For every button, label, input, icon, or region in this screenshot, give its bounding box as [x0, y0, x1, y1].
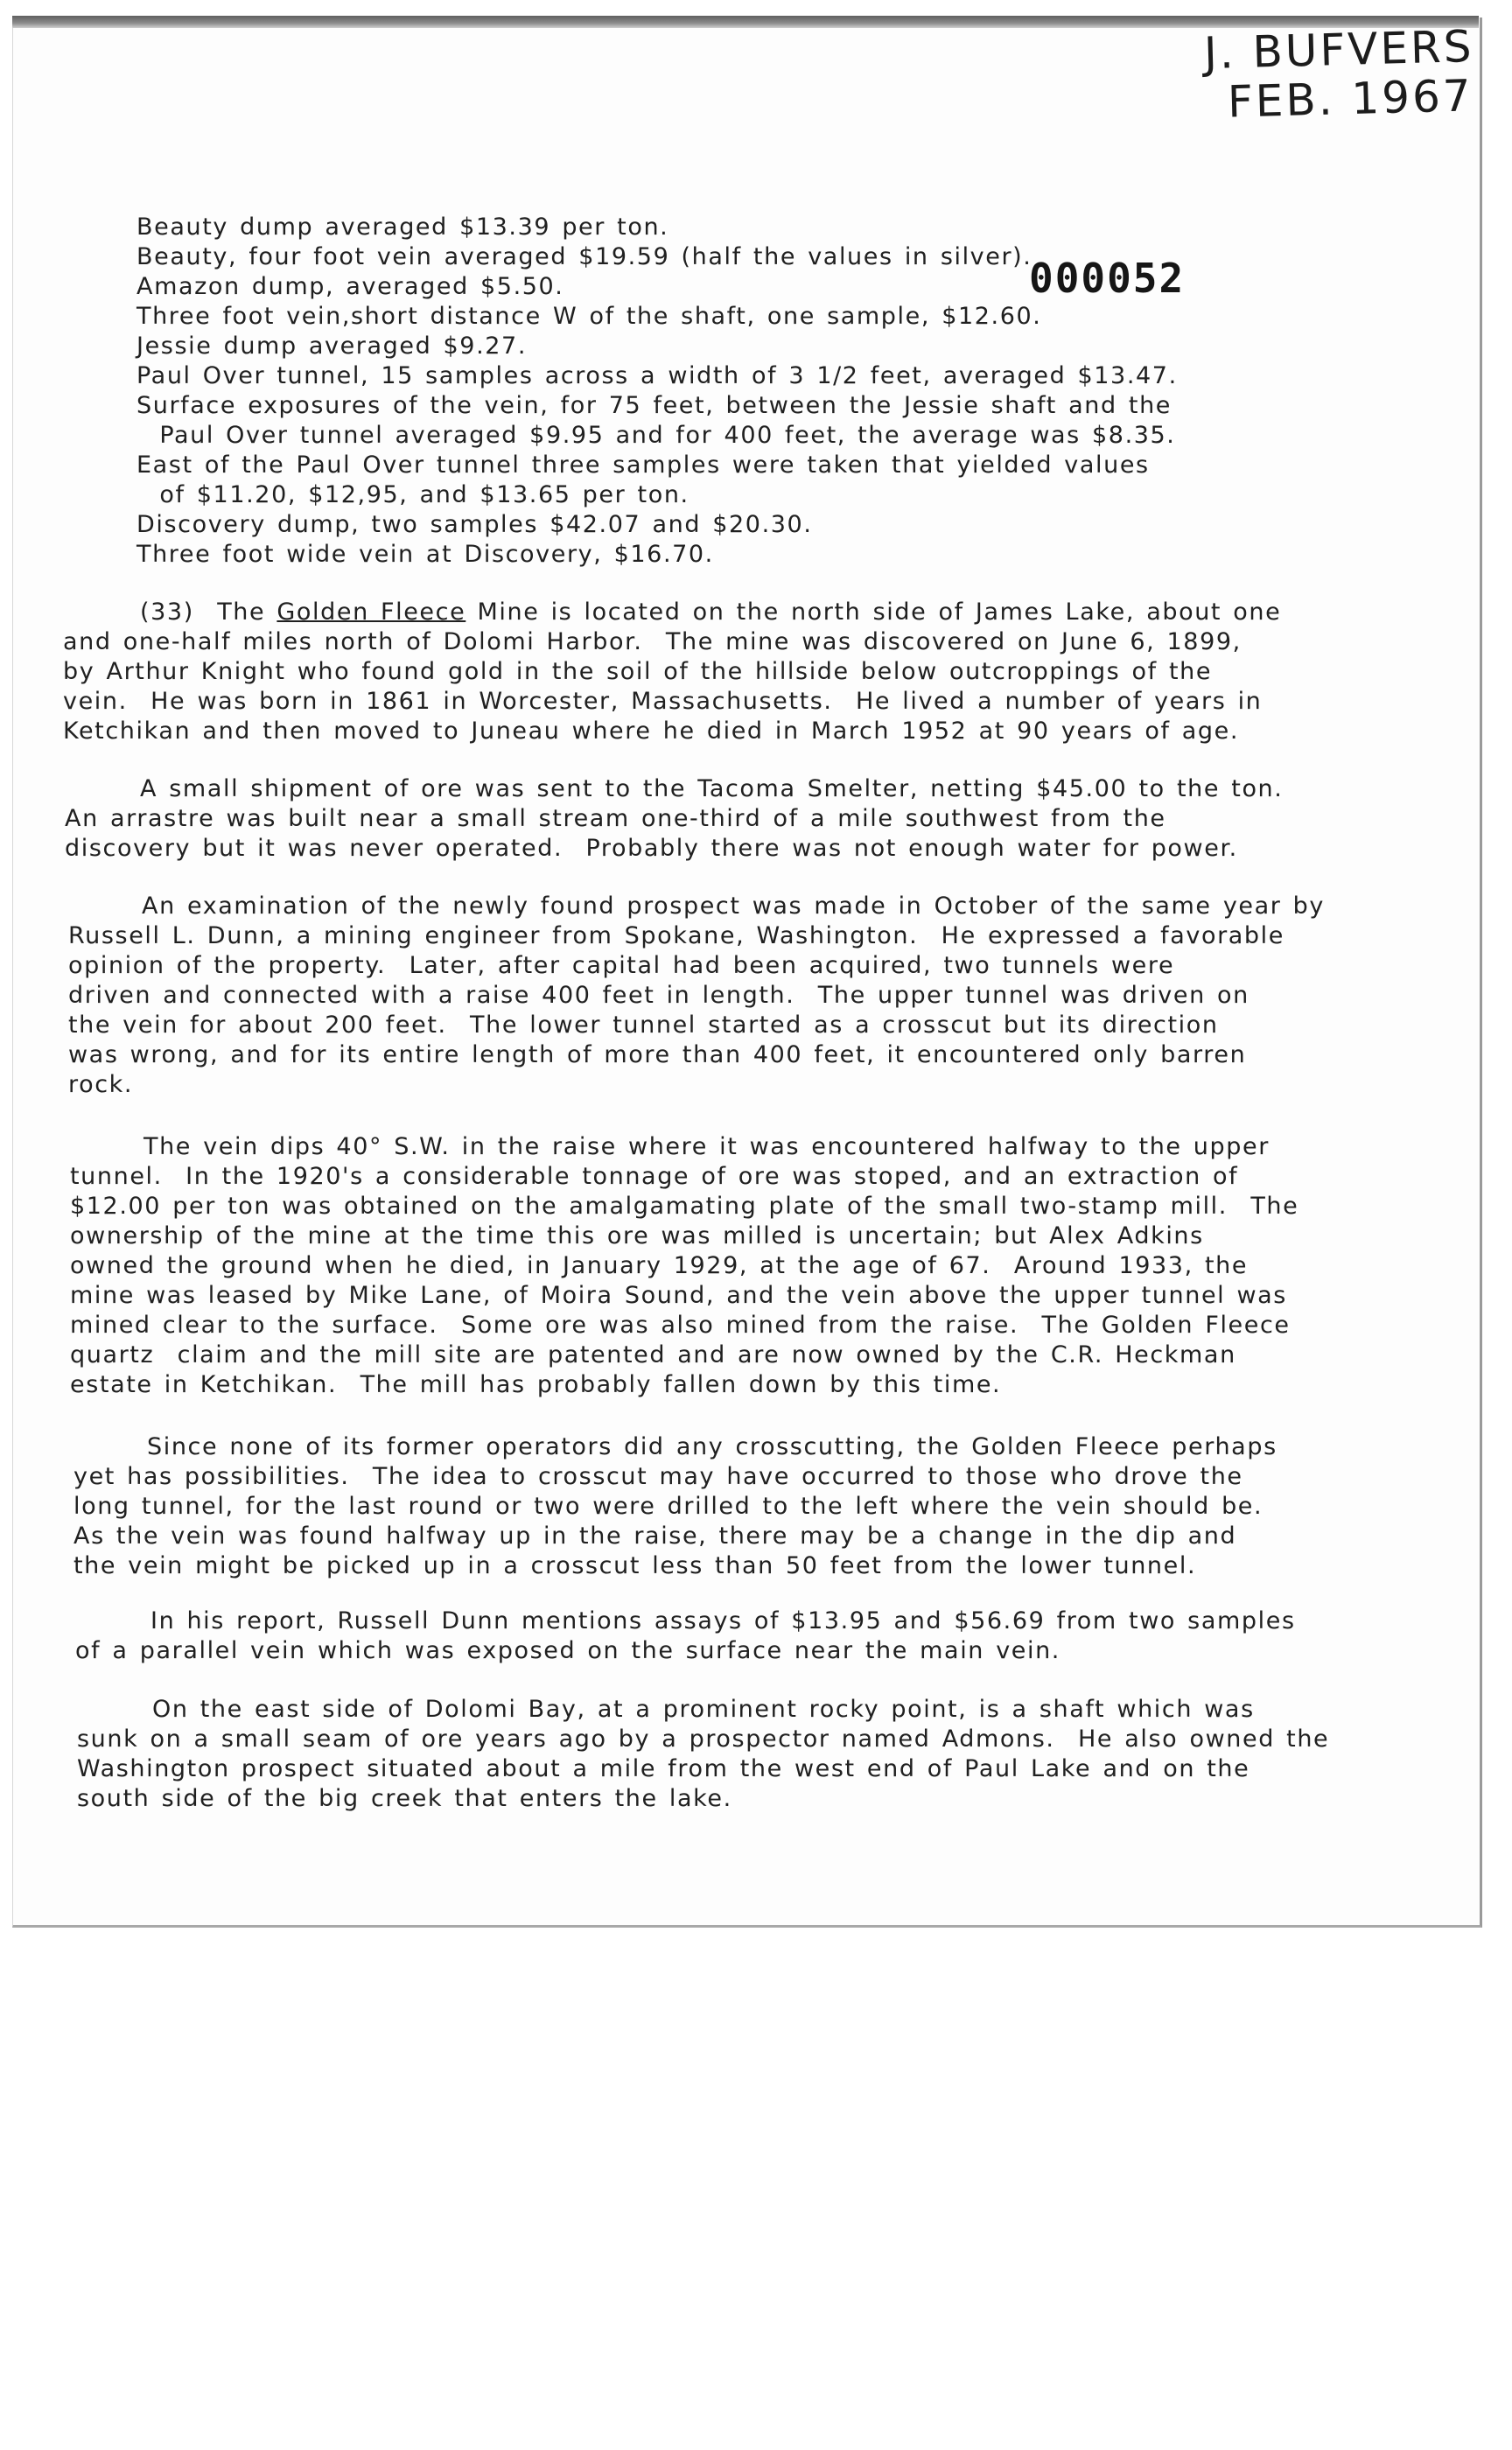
paragraph-text: Mine is located on the north side of James Lake, about one [466, 598, 1282, 626]
paragraph-line: rock. [68, 1071, 134, 1098]
paragraph-line: The vein dips 40° S.W. in the raise where it was encountered halfway to the upper [144, 1133, 1270, 1160]
paragraph-line: As the vein was found halfway up in the raise, there may be a change in the dip and [74, 1522, 1237, 1550]
paragraph-line: An examination of the newly found prospect was made in October of the same year by [142, 892, 1325, 920]
paragraph-line: ownership of the mine at the time this ore was milled is uncertain; but Alex Adkins [70, 1222, 1204, 1250]
paragraph-line: the vein might be picked up in a crosscut less than 50 feet from the lower tunnel. [74, 1552, 1197, 1579]
handwritten-author: J. BUFVERS [1202, 20, 1474, 80]
paragraph-line: On the east side of Dolomi Bay, at a prominent rocky point, is a shaft which was [152, 1696, 1255, 1723]
paragraph-line: driven and connected with a raise 400 feet in length. The upper tunnel was driven on [68, 982, 1250, 1009]
paragraph-line: mined clear to the surface. Some ore was also mined from the raise. The Golden Fleece [70, 1312, 1291, 1339]
paragraph-33-first-line [140, 598, 1281, 627]
assay-line: Surface exposures of the vein, for 75 feet, between the Jessie shaft and the [136, 392, 1172, 419]
paragraph-line: tunnel. In the 1920's a considerable tonnage of ore was stoped, and an extraction of [70, 1163, 1239, 1190]
assay-line: Amazon dump, averaged $5.50. [136, 273, 564, 300]
paragraph-line: A small shipment of ore was sent to the Tacoma Smelter, netting $45.00 to the ton. [140, 775, 1284, 802]
paragraph-line: quartz claim and the mill site are patented and are now owned by the C.R. Heckman [70, 1341, 1236, 1368]
assay-line: Beauty dump averaged $13.39 per ton. [136, 214, 669, 241]
paragraph-line: of a parallel vein which was exposed on the surface near the main vein. [75, 1637, 1060, 1664]
assay-line: Paul Over tunnel averaged $9.95 and for 400 feet, the average was $8.35. [136, 422, 1176, 449]
paragraph-line: In his report, Russell Dunn mentions assays of $13.95 and $56.69 from two samples [150, 1607, 1296, 1634]
paragraph-line: the vein for about 200 feet. The lower tunnel started as a crosscut but its direction [68, 1012, 1219, 1039]
paragraph-line: Russell L. Dunn, a mining engineer from Spokane, Washington. He expressed a favorable [68, 922, 1284, 949]
paragraph-line: opinion of the property. Later, after capital had been acquired, two tunnels were [68, 952, 1175, 979]
assay-line: of $11.20, $12,95, and $13.65 per ton. [136, 481, 690, 508]
paragraph-line: discovery but it was never operated. Probably there was not enough water for power. [65, 835, 1238, 862]
paragraph-line: $12.00 per ton was obtained on the amalgamating plate of the small two-stamp mill. The [70, 1193, 1299, 1220]
paragraph-number: (33) The [140, 598, 277, 626]
assay-line: Paul Over tunnel, 15 samples across a width of 3 1/2 feet, averaged $13.47. [136, 362, 1178, 389]
paragraph-line: owned the ground when he died, in January 1929, at the age of 67. Around 1933, the [70, 1252, 1249, 1279]
paragraph-line: vein. He was born in 1861 in Worcester, Massachusetts. He lived a number of years in [63, 688, 1263, 715]
assay-line: Jessie dump averaged $9.27. [136, 332, 528, 360]
paragraph-line: was wrong, and for its entire length of more than 400 feet, it encountered only barren [68, 1041, 1247, 1068]
paragraph-line: long tunnel, for the last round or two were drilled to the left where the vein should be. [74, 1493, 1264, 1520]
assay-line: Three foot wide vein at Discovery, $16.70. [136, 541, 714, 568]
paragraph-line: Ketchikan and then moved to Juneau where he died in March 1952 at 90 years of age. [63, 718, 1240, 745]
paragraph-line: by Arthur Knight who found gold in the soil of the hillside below outcroppings of the [63, 658, 1213, 685]
paragraph-line: Since none of its former operators did any crosscutting, the Golden Fleece perhaps [147, 1433, 1278, 1460]
paragraph-line: mine was leased by Mike Lane, of Moira Sound, and the vein above the upper tunnel was [70, 1282, 1287, 1309]
assay-line: Beauty, four foot vein averaged $19.59 (half the values in silver). [136, 243, 1032, 270]
paragraph-line: south side of the big creek that enters the lake. [77, 1785, 732, 1812]
document-number-stamp: 000052 [1029, 255, 1186, 302]
paragraph-line: yet has possibilities. The idea to crosscut may have occurred to those who drove the [74, 1463, 1243, 1490]
mine-name-underlined: Golden Fleece [276, 598, 466, 626]
assay-line: Three foot vein,short distance W of the shaft, one sample, $12.60. [136, 303, 1042, 330]
paragraph-line: estate in Ketchikan. The mill has probably fallen down by this time. [70, 1371, 1002, 1398]
assay-line: Discovery dump, two samples $42.07 and $20.30. [136, 511, 813, 538]
assay-line: East of the Paul Over tunnel three samples were taken that yielded values [136, 452, 1150, 479]
paragraph-line: An arrastre was built near a small stream one-third of a mile southwest from the [65, 805, 1166, 832]
paragraph-line: sunk on a small seam of ore years ago by a prospector named Admons. He also owned the [77, 1726, 1330, 1753]
handwritten-date: FEB. 1967 [1227, 70, 1474, 128]
paragraph-line: Washington prospect situated about a mile from the west end of Paul Lake and on the [77, 1755, 1250, 1782]
paragraph-line: and one-half miles north of Dolomi Harbor. The mine was discovered on June 6, 1899, [63, 628, 1242, 655]
